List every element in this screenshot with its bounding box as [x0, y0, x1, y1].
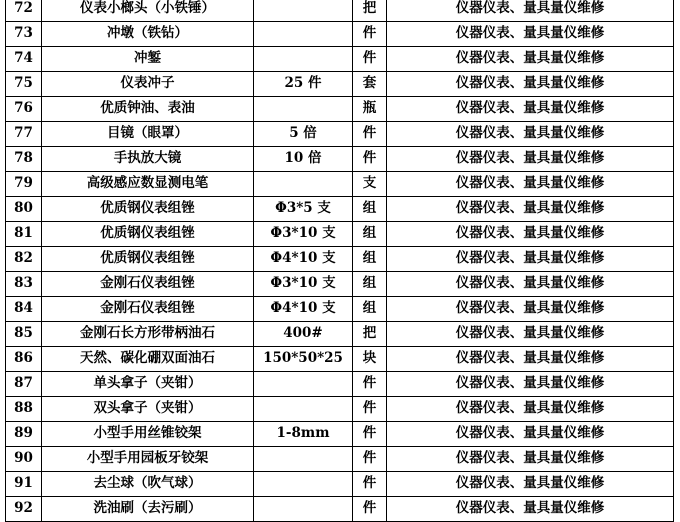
- unit-cell: 件: [353, 22, 387, 47]
- unit-cell: 块: [353, 347, 387, 372]
- spec-cell: 10 倍: [254, 147, 353, 172]
- department-cell: 仪器仪表、量具量仪维修: [387, 347, 674, 372]
- item-name-cell: 单头拿子（夹钳）: [42, 372, 254, 397]
- department-cell: 仪器仪表、量具量仪维修: [387, 72, 674, 97]
- item-name-cell: 小型手用丝锥铰架: [42, 422, 254, 447]
- spec-cell: [254, 97, 353, 122]
- department-cell: 仪器仪表、量具量仪维修: [387, 197, 674, 222]
- row-number-cell: 83: [6, 272, 42, 297]
- row-number-cell: 78: [6, 147, 42, 172]
- unit-cell: 支: [353, 172, 387, 197]
- row-number-cell: 76: [6, 97, 42, 122]
- row-number-cell: 73: [6, 22, 42, 47]
- unit-cell: 组: [353, 247, 387, 272]
- unit-cell: 件: [353, 122, 387, 147]
- item-name-cell: 天然、碳化硼双面油石: [42, 347, 254, 372]
- spec-cell: [254, 447, 353, 472]
- department-cell: 仪器仪表、量具量仪维修: [387, 147, 674, 172]
- table-row: [6, 447, 674, 472]
- department-cell: 仪器仪表、量具量仪维修: [387, 272, 674, 297]
- item-name-cell: 目镜（眼罩）: [42, 122, 254, 147]
- department-cell: 仪器仪表、量具量仪维修: [387, 322, 674, 347]
- spec-cell: Φ3*10 支: [254, 272, 353, 297]
- inventory-table: [5, 0, 674, 522]
- unit-cell: 组: [353, 272, 387, 297]
- item-name-cell: 仪表冲子: [42, 72, 254, 97]
- spec-cell: [254, 172, 353, 197]
- row-number-cell: 84: [6, 297, 42, 322]
- department-cell: 仪器仪表、量具量仪维修: [387, 0, 674, 22]
- department-cell: 仪器仪表、量具量仪维修: [387, 472, 674, 497]
- department-cell: 仪器仪表、量具量仪维修: [387, 47, 674, 72]
- row-number-cell: 81: [6, 222, 42, 247]
- spec-cell: 400#: [254, 322, 353, 347]
- unit-cell: 套: [353, 72, 387, 97]
- unit-cell: 把: [353, 322, 387, 347]
- table-row: [6, 322, 674, 347]
- unit-cell: 件: [353, 147, 387, 172]
- department-cell: 仪器仪表、量具量仪维修: [387, 447, 674, 472]
- row-number-cell: 74: [6, 47, 42, 72]
- spec-cell: Φ3*5 支: [254, 197, 353, 222]
- table-row: [6, 272, 674, 297]
- row-number-cell: 72: [6, 0, 42, 22]
- row-number-cell: 85: [6, 322, 42, 347]
- department-cell: 仪器仪表、量具量仪维修: [387, 372, 674, 397]
- row-number-cell: 91: [6, 472, 42, 497]
- unit-cell: 组: [353, 297, 387, 322]
- department-cell: 仪器仪表、量具量仪维修: [387, 422, 674, 447]
- table-row: [6, 0, 674, 22]
- table-row: [6, 422, 674, 447]
- row-number-cell: 79: [6, 172, 42, 197]
- table-row: [6, 497, 674, 522]
- item-name-cell: 优质钢仪表组锉: [42, 197, 254, 222]
- row-number-cell: 89: [6, 422, 42, 447]
- item-name-cell: 优质钢仪表组锉: [42, 247, 254, 272]
- table-row: [6, 472, 674, 497]
- spec-cell: 25 件: [254, 72, 353, 97]
- table-row: [6, 47, 674, 72]
- table-row: [6, 372, 674, 397]
- spec-cell: 1-8mm: [254, 422, 353, 447]
- department-cell: 仪器仪表、量具量仪维修: [387, 172, 674, 197]
- table-row: [6, 222, 674, 247]
- spec-cell: 5 倍: [254, 122, 353, 147]
- row-number-cell: 80: [6, 197, 42, 222]
- table-row: [6, 122, 674, 147]
- table-row: [6, 347, 674, 372]
- item-name-cell: 冲錾: [42, 47, 254, 72]
- department-cell: 仪器仪表、量具量仪维修: [387, 497, 674, 522]
- unit-cell: 件: [353, 497, 387, 522]
- table-body: [6, 0, 674, 522]
- spec-cell: [254, 0, 353, 22]
- spec-cell: 150*50*25: [254, 347, 353, 372]
- item-name-cell: 双头拿子（夹钳）: [42, 397, 254, 422]
- unit-cell: 件: [353, 397, 387, 422]
- row-number-cell: 82: [6, 247, 42, 272]
- unit-cell: 件: [353, 472, 387, 497]
- row-number-cell: 88: [6, 397, 42, 422]
- unit-cell: 组: [353, 222, 387, 247]
- department-cell: 仪器仪表、量具量仪维修: [387, 222, 674, 247]
- unit-cell: 件: [353, 422, 387, 447]
- spec-cell: Φ4*10 支: [254, 247, 353, 272]
- item-name-cell: 去尘球（吹气球）: [42, 472, 254, 497]
- spec-cell: [254, 47, 353, 72]
- row-number-cell: 75: [6, 72, 42, 97]
- spec-cell: [254, 372, 353, 397]
- unit-cell: 件: [353, 447, 387, 472]
- unit-cell: 把: [353, 0, 387, 22]
- item-name-cell: 仪表小榔头（小铁锤）: [42, 0, 254, 22]
- table-row: [6, 147, 674, 172]
- item-name-cell: 优质钟油、表油: [42, 97, 254, 122]
- row-number-cell: 92: [6, 497, 42, 522]
- spec-cell: Φ3*10 支: [254, 222, 353, 247]
- department-cell: 仪器仪表、量具量仪维修: [387, 22, 674, 47]
- table-row: [6, 97, 674, 122]
- spec-cell: [254, 397, 353, 422]
- table-row: [6, 22, 674, 47]
- item-name-cell: 优质钢仪表组锉: [42, 222, 254, 247]
- spec-cell: [254, 497, 353, 522]
- item-name-cell: 金刚石仪表组锉: [42, 297, 254, 322]
- row-number-cell: 77: [6, 122, 42, 147]
- item-name-cell: 手执放大镜: [42, 147, 254, 172]
- unit-cell: 件: [353, 47, 387, 72]
- spec-cell: [254, 472, 353, 497]
- item-name-cell: 金刚石仪表组锉: [42, 272, 254, 297]
- table-row: [6, 197, 674, 222]
- unit-cell: 件: [353, 372, 387, 397]
- table-row: [6, 247, 674, 272]
- department-cell: 仪器仪表、量具量仪维修: [387, 247, 674, 272]
- row-number-cell: 90: [6, 447, 42, 472]
- row-number-cell: 87: [6, 372, 42, 397]
- department-cell: 仪器仪表、量具量仪维修: [387, 97, 674, 122]
- table-row: [6, 72, 674, 97]
- item-name-cell: 冲墩（铁钻）: [42, 22, 254, 47]
- item-name-cell: 金刚石长方形带柄油石: [42, 322, 254, 347]
- item-name-cell: 小型手用园板牙铰架: [42, 447, 254, 472]
- item-name-cell: 高级感应数显测电笔: [42, 172, 254, 197]
- item-name-cell: 洗油刷（去污刷）: [42, 497, 254, 522]
- unit-cell: 组: [353, 197, 387, 222]
- department-cell: 仪器仪表、量具量仪维修: [387, 397, 674, 422]
- table-row: [6, 297, 674, 322]
- department-cell: 仪器仪表、量具量仪维修: [387, 297, 674, 322]
- department-cell: 仪器仪表、量具量仪维修: [387, 122, 674, 147]
- spec-cell: Φ4*10 支: [254, 297, 353, 322]
- table-row: [6, 172, 674, 197]
- table-row: [6, 397, 674, 422]
- spec-cell: [254, 22, 353, 47]
- row-number-cell: 86: [6, 347, 42, 372]
- unit-cell: 瓶: [353, 97, 387, 122]
